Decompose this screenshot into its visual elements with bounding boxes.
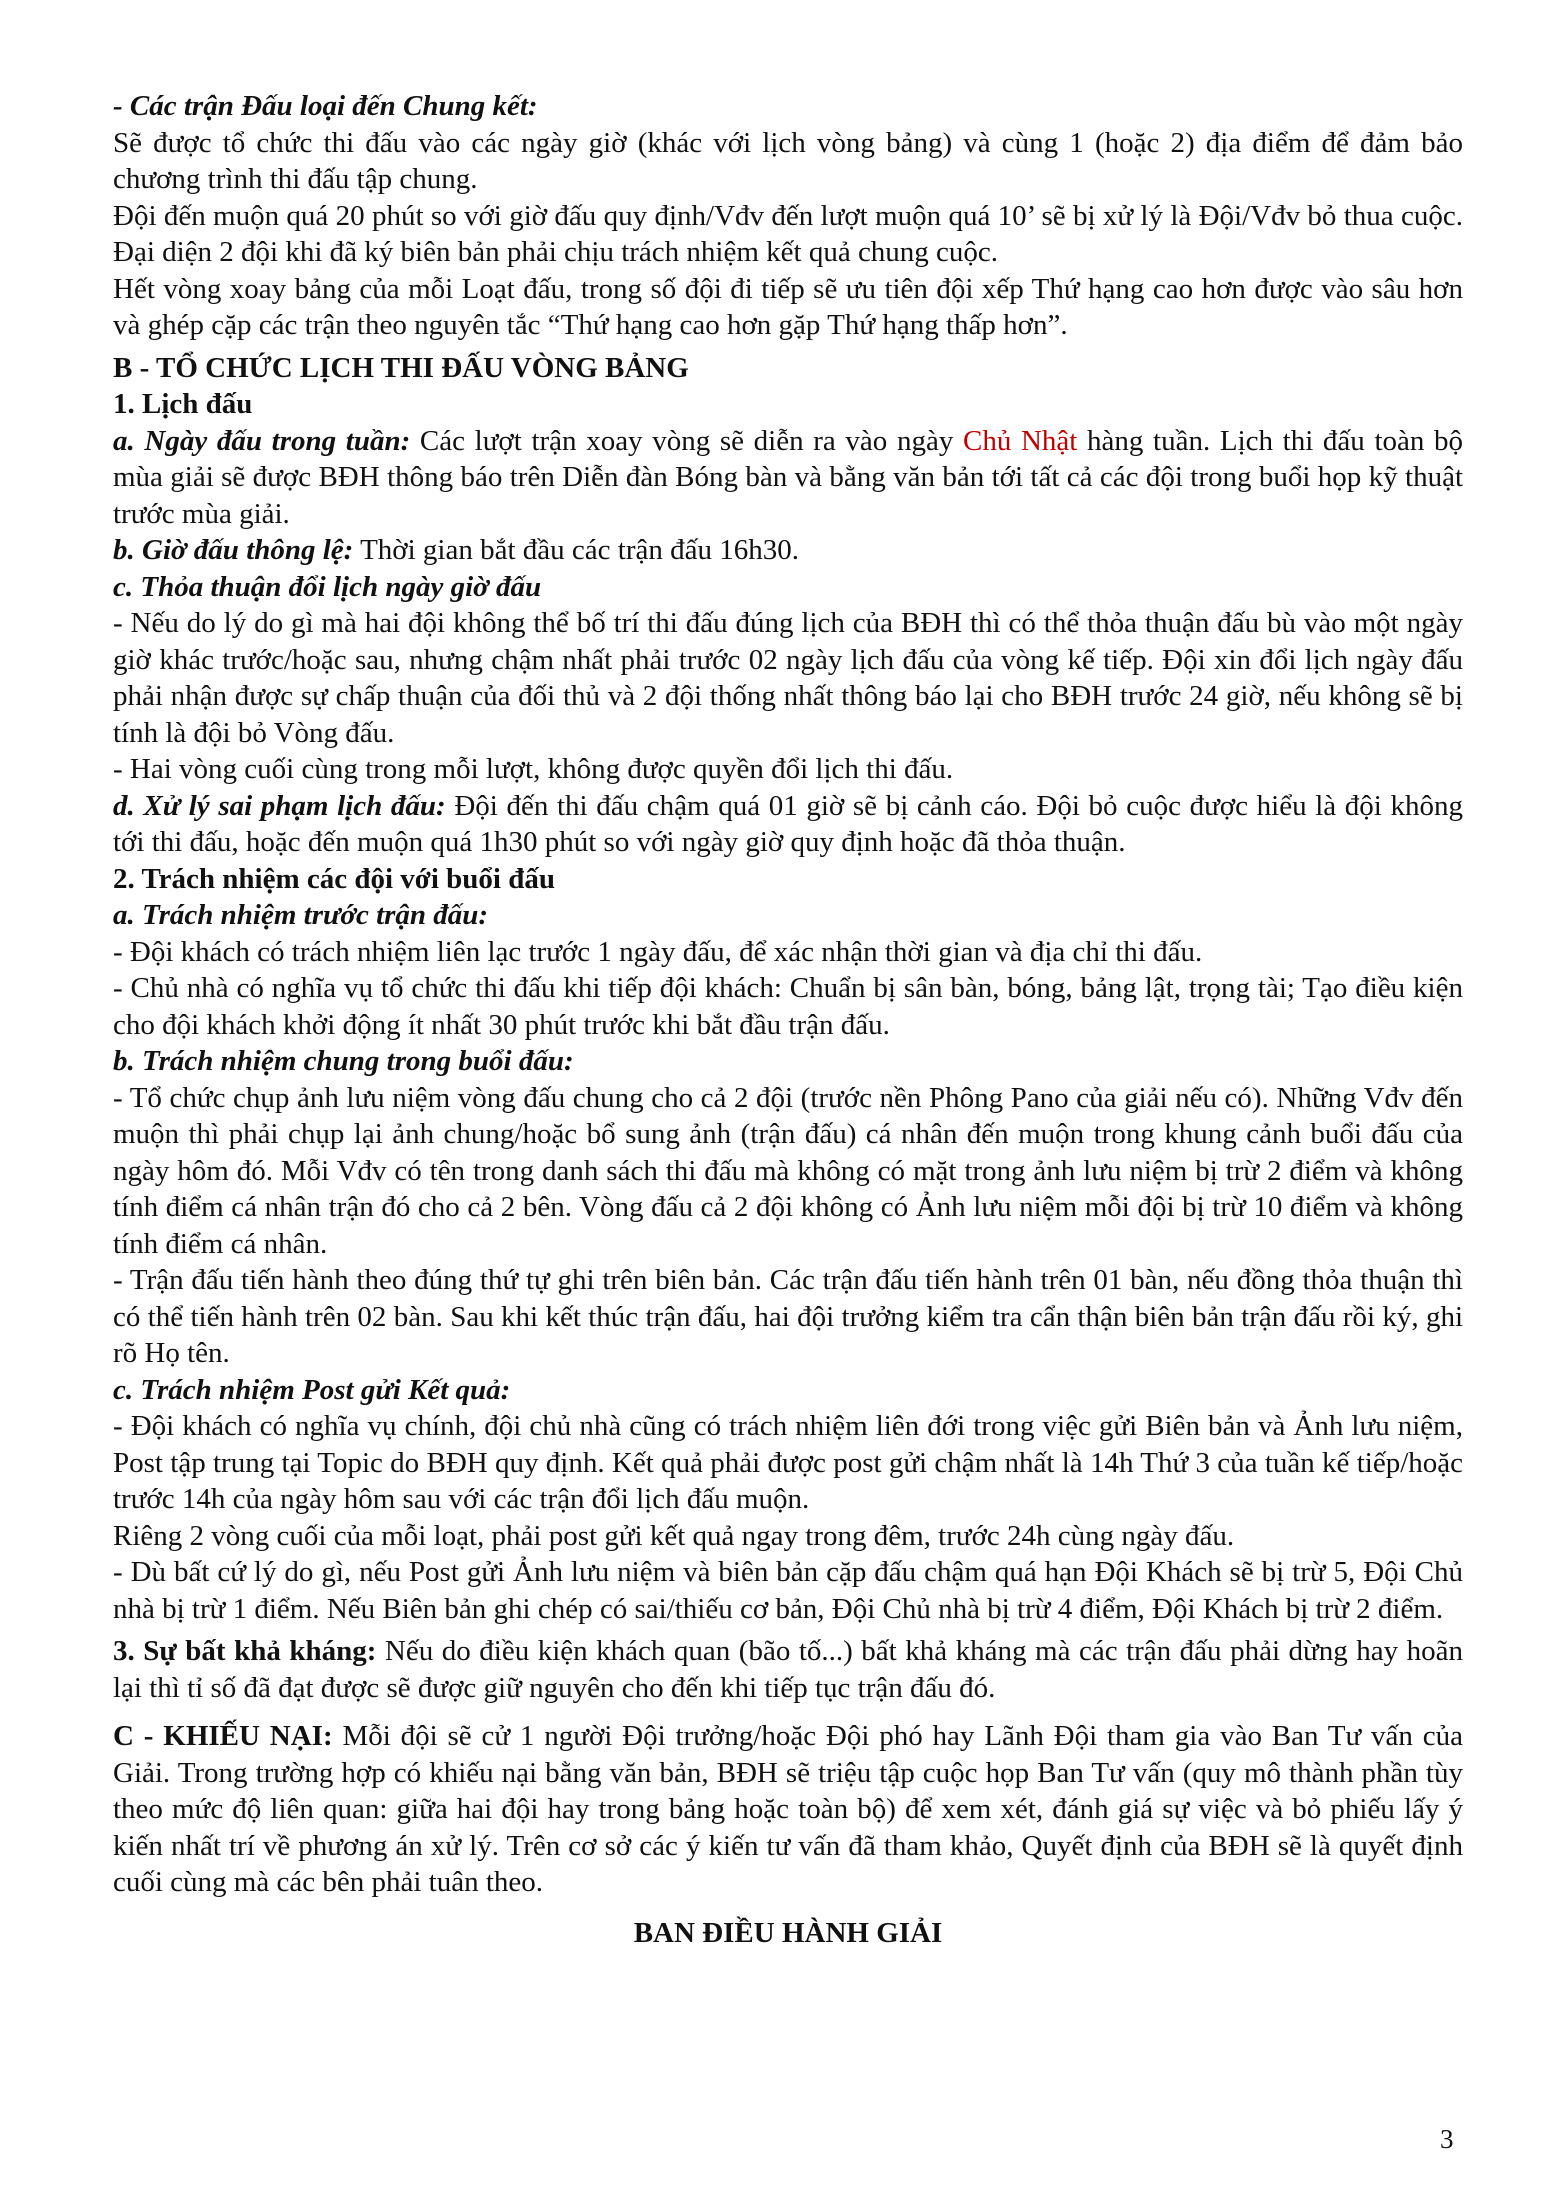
time-paragraph bbox=[113, 532, 1463, 569]
force-majeure-lead: 3. Sự bất khả kháng: bbox=[113, 1635, 377, 1667]
pre-match-paragraph-1: - Đội khách có trách nhiệm liên lạc trước 1 ngày đấu, để xác nhận thời gian và địa chỉ thi đấu. bbox=[113, 935, 1203, 968]
organizing-committee-signature: BAN ĐIỀU HÀNH GIẢI bbox=[633, 1916, 943, 1949]
pre-match-heading: a. Trách nhiệm trước trận đấu: bbox=[113, 899, 489, 931]
sunday-highlight: Chủ Nhật bbox=[962, 424, 1078, 457]
schedule-heading: 1. Lịch đấu bbox=[113, 388, 253, 420]
force-majeure-paragraph bbox=[113, 1633, 1463, 1706]
page-number: 3 bbox=[1440, 2124, 1454, 2154]
section-b-title: B - TỔ CHỨC LỊCH THI ĐẤU VÒNG BẢNG bbox=[113, 351, 689, 384]
responsibility-heading: 2. Trách nhiệm các đội với buổi đấu bbox=[113, 862, 555, 895]
complaint-lead: C - KHIẾU NẠI: bbox=[113, 1720, 333, 1752]
document-body bbox=[113, 88, 1463, 1951]
post-result-heading: c. Trách nhiệm Post gửi Kết quả: bbox=[113, 1373, 511, 1406]
during-match-heading: b. Trách nhiệm chung trong buổi đấu: bbox=[113, 1045, 574, 1077]
weekday-lead: a. Ngày đấu trong tuần: bbox=[113, 424, 411, 457]
post-result-paragraph-1: - Đội khách có nghĩa vụ chính, đội chủ nhà cũng có trách nhiệm liên đới trong việc gửi Biên bản và Ảnh lưu niệm, Post tập trung tại Topic do BĐH quy định. Kết quả phải được post gửi chậm nhất là 14h Thứ 3 của tuần kế tiếp/hoặc trước 14h của ngày hôm sau với các trận đổi lịch đấu muộn. bbox=[113, 1410, 1463, 1515]
post-result-paragraph-3: - Dù bất cứ lý do gì, nếu Post gửi Ảnh lưu niệm và biên bản cặp đấu chậm quá hạn Đội Khách sẽ bị trừ 5, Đội Chủ nhà bị trừ 1 điểm. Nếu Biên bản ghi chép có sai/thiếu cơ bản, Đội Chủ nhà bị trừ 4 điểm, Đội Khách bị trừ 2 điểm. bbox=[113, 1556, 1463, 1625]
pre-match-paragraph-2: - Chủ nhà có nghĩa vụ tổ chức thi đấu khi tiếp đội khách: Chuẩn bị sân bàn, bóng, bảng lật, trọng tài; Tạo điều kiện cho đội khách khởi động ít nhất 30 phút trước khi bắt đầu trận đấu. bbox=[113, 972, 1463, 1041]
knockout-heading: - Các trận Đấu loại đến Chung kết: bbox=[113, 90, 538, 122]
complaint-paragraph bbox=[113, 1718, 1463, 1901]
post-result-paragraph-2: Riêng 2 vòng cuối của mỗi loạt, phải post gửi kết quả ngay trong đêm, trước 24h cùng ngày đấu. bbox=[113, 1519, 1235, 1552]
during-match-paragraph-1: - Tổ chức chụp ảnh lưu niệm vòng đấu chung cho cả 2 đội (trước nền Phông Pano của giải nếu có). Những Vđv đến muộn thì phải chụp lại ảnh chung/hoặc bổ sung ảnh (trận đấu) cá nhân đến muộn trong khung cảnh buổi đấu của ngày hôm đó. Mỗi Vđv có tên trong danh sách thi đấu mà không có mặt trong ảnh lưu niệm bị trừ 2 điểm và không tính điểm cá nhân trận đó cho cả 2 bên. Vòng đấu cả 2 đội không có Ảnh lưu niệm mỗi đội bị trừ 10 điểm và không tính điểm cá nhân. bbox=[113, 1081, 1463, 1260]
weekday-text-pre: Các lượt trận xoay vòng sẽ diễn ra vào ngày bbox=[410, 424, 963, 457]
knockout-paragraph-1: Sẽ được tổ chức thi đấu vào các ngày giờ (khác với lịch vòng bảng) và cùng 1 (hoặc 2) địa điểm để đảm bảo chương trình thi đấu tập chung. bbox=[113, 126, 1463, 195]
time-lead: b. Giờ đấu thông lệ: bbox=[113, 534, 354, 566]
force-majeure-text: Nếu do điều kiện khách quan (bão tố...) bất khả kháng mà các trận đấu phải dừng hay hoãn lại thì tỉ số đã đạt được sẽ được giữ nguyên cho đến khi tiếp tục trận đấu đó. bbox=[113, 1635, 1463, 1704]
reschedule-heading: c. Thỏa thuận đổi lịch ngày giờ đấu bbox=[113, 570, 542, 603]
complaint-text: Mỗi đội sẽ cử 1 người Đội trưởng/hoặc Đội phó hay Lãnh Đội tham gia vào Ban Tư vấn của Giải. Trong trường hợp có khiếu nại bằng văn bản, BĐH sẽ triệu tập cuộc họp Ban Tư vấn (quy mô thành phần tùy theo mức độ liên quan: giữa hai đội hay trong bảng hoặc toàn bộ) để xem xét, đánh giá sự việc và bỏ phiếu lấy ý kiến nhất trí về phương án xử lý. Trên cơ sở các ý kiến tư vấn đã tham khảo, Quyết định của BĐH sẽ là quyết định cuối cùng mà các bên phải tuân theo. bbox=[113, 1720, 1463, 1898]
reschedule-paragraph-2: - Hai vòng cuối cùng trong mỗi lượt, không được quyền đổi lịch thi đấu. bbox=[113, 753, 954, 785]
during-match-paragraph-2: - Trận đấu tiến hành theo đúng thứ tự ghi trên biên bản. Các trận đấu tiến hành trên 01 bàn, nếu đồng thỏa thuận thì có thể tiến hành trên 02 bàn. Sau khi kết thúc trận đấu, hai đội trưởng kiểm tra cẩn thận biên bản trận đấu rồi ký, ghi rõ Họ tên. bbox=[113, 1264, 1463, 1369]
knockout-paragraph-3: Hết vòng xoay bảng của mỗi Loạt đấu, trong số đội đi tiếp sẽ ưu tiên đội xếp Thứ hạng cao hơn được vào sâu hơn và ghép cặp các trận theo nguyên tắc “Thứ hạng cao hơn gặp Thứ hạng thấp hơn”. bbox=[113, 272, 1463, 341]
time-text: Thời gian bắt đầu các trận đấu 16h30. bbox=[353, 534, 799, 566]
weekday-text-post: hàng tuần. Lịch thi đấu toàn bộ mùa giải sẽ được BĐH thông báo trên Diễn đàn Bóng bàn và bằng văn bản tới tất cả các đội trong buổi họp kỹ thuật trước mùa giải. bbox=[113, 424, 1464, 530]
violation-paragraph bbox=[113, 788, 1463, 861]
knockout-paragraph-2: Đội đến muộn quá 20 phút so với giờ đấu quy định/Vđv đến lượt muộn quá 10’ sẽ bị xử lý là Đội/Vđv bỏ thua cuộc. Đại diện 2 đội khi đã ký biên bản phải chịu trách nhiệm kết quả chung cuộc. bbox=[113, 199, 1463, 268]
violation-lead: d. Xử lý sai phạm lịch đấu: bbox=[113, 789, 446, 822]
weekday-paragraph bbox=[113, 423, 1463, 533]
violation-text: Đội đến thi đấu chậm quá 01 giờ sẽ bị cảnh cáo. Đội bỏ cuộc được hiểu là đội không tới thi đấu, hoặc đến muộn quá 1h30 phút so với ngày giờ quy định hoặc đã thỏa thuận. bbox=[113, 789, 1463, 858]
reschedule-paragraph-1: - Nếu do lý do gì mà hai đội không thể bố trí thi đấu đúng lịch của BĐH thì có thể thỏa thuận đấu bù vào một ngày giờ khác trước/hoặc sau, nhưng chậm nhất phải trước 02 ngày lịch đấu của vòng kế tiếp. Đội xin đổi lịch ngày đấu phải nhận được sự chấp thuận của đối thủ và 2 đội thống nhất thông báo lại cho BĐH trước 24 giờ, nếu không sẽ bị tính là đội bỏ Vòng đấu. bbox=[113, 607, 1463, 749]
